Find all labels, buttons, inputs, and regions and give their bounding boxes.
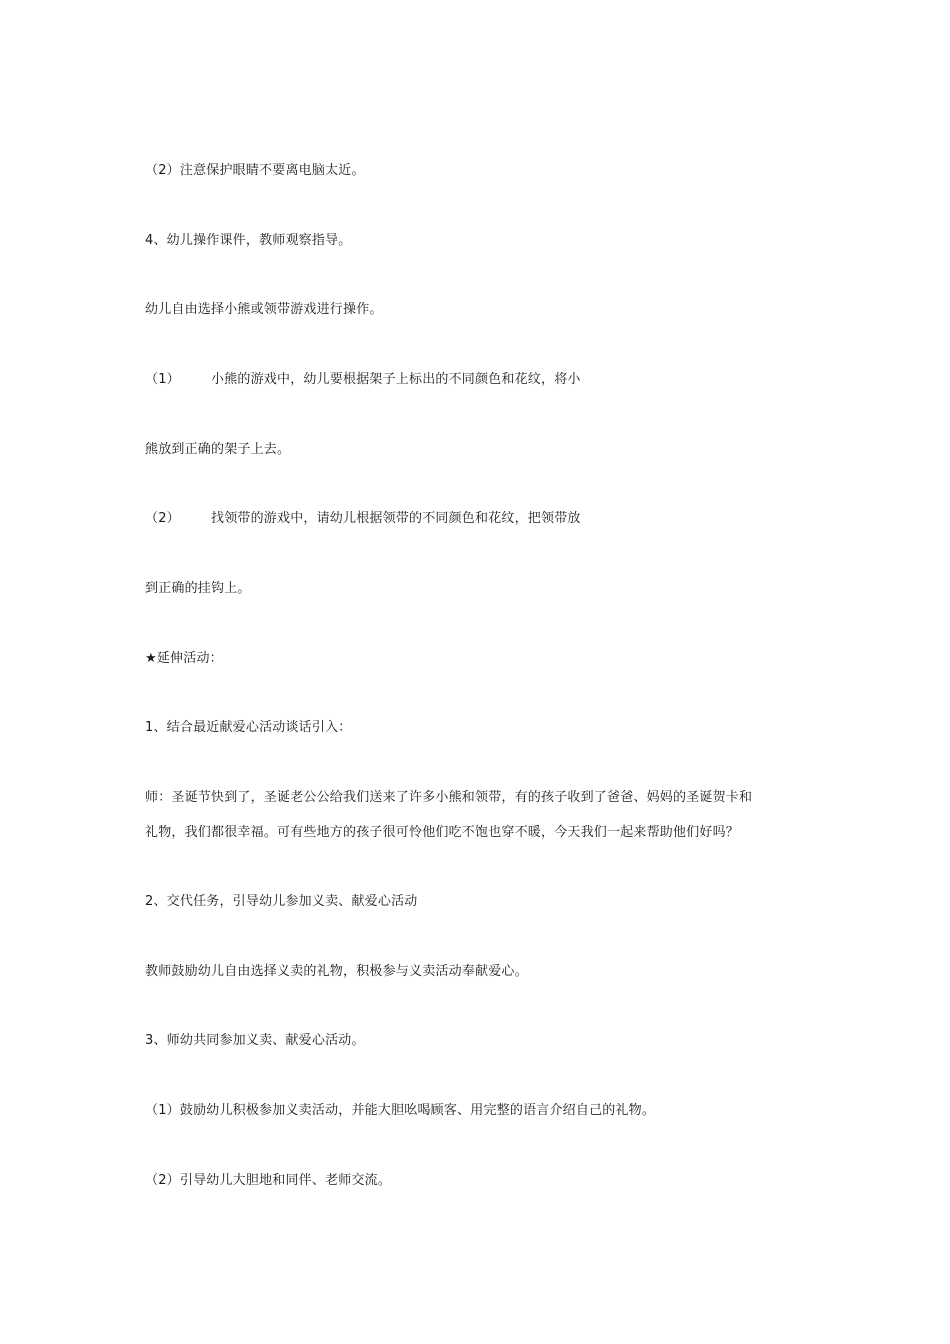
item-text: 小熊的游戏中，幼儿要根据架子上标出的不同颜色和花纹，将小 [211, 372, 581, 387]
step-heading: 3、师幼共同参加义卖、献爱心活动。 [145, 1033, 365, 1048]
text-line: 师：圣诞节快到了，圣诞老公公给我们送来了许多小熊和领带，有的孩子收到了爸爸、妈妈的圣诞贺卡和 [145, 790, 753, 805]
text-line: 教师鼓励幼儿自由选择义卖的礼物，积极参与义卖活动奉献爱心。 [145, 964, 528, 979]
text-line: 幼儿自由选择小熊或领带游戏进行操作。 [145, 302, 383, 317]
text-line: 熊放到正确的架子上去。 [145, 442, 291, 457]
section-heading: ★延伸活动： [145, 651, 223, 666]
text-line: （2）引导幼儿大胆地和同伴、老师交流。 [145, 1173, 392, 1188]
text-line: （1）鼓励幼儿积极参加义卖活动，并能大胆吆喝顾客、用完整的语言介绍自己的礼物。 [145, 1103, 656, 1118]
item-number: （2） [145, 511, 180, 526]
text-line: 到正确的挂钩上。 [145, 581, 251, 596]
text-line: （2）注意保护眼睛不要离电脑太近。 [145, 163, 365, 178]
step-heading: 4、幼儿操作课件，教师观察指导。 [145, 233, 352, 248]
numbered-item [145, 510, 581, 528]
step-heading: 2、交代任务，引导幼儿参加义卖、献爱心活动 [145, 894, 418, 909]
text-line: 礼物，我们都很幸福。可有些地方的孩子很可怜他们吃不饱也穿不暖，今天我们一起来帮助他们好吗？ [145, 825, 740, 840]
item-number: （1） [145, 372, 180, 387]
item-text: 找领带的游戏中，请幼儿根据领带的不同颜色和花纹，把领带放 [211, 511, 581, 526]
numbered-item [145, 371, 581, 389]
step-heading: 1、结合最近献爱心活动谈话引入： [145, 720, 352, 735]
